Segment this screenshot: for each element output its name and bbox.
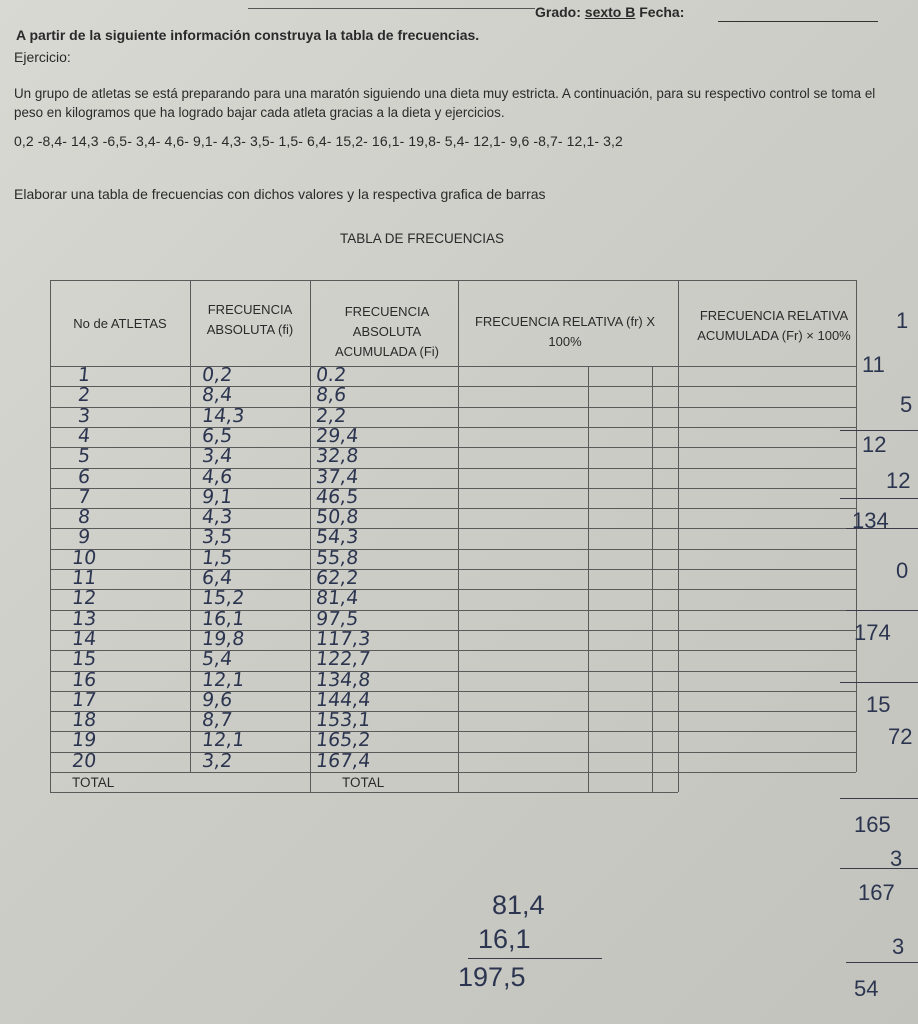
margin-note: 12 — [862, 432, 887, 457]
margin-note: 72 — [888, 724, 913, 749]
row-divider — [50, 711, 856, 712]
header-relative-cumulative: FRECUENCIA RELATIVA ACUMULADA (Fr) × 100% — [697, 308, 851, 343]
cumulative-frequency: 46,5 — [314, 485, 360, 508]
sum-addend-2: 16,1 — [478, 924, 531, 954]
absolute-frequency: 8,4 — [200, 384, 234, 407]
margin-note: 12 — [886, 468, 911, 493]
table-title: TABLA DE FRECUENCIAS — [340, 231, 505, 246]
margin-rule — [846, 610, 918, 611]
col-divider — [678, 280, 679, 792]
row-divider — [50, 508, 856, 509]
cumulative-frequency: 122,7 — [314, 648, 372, 671]
grade-field — [535, 4, 684, 20]
header-cumulative: FRECUENCIA ABSOLUTA ACUMULADA (Fi) — [334, 304, 439, 359]
cumulative-frequency: 2,2 — [314, 404, 348, 427]
worksheet-title: A partir de la siguiente información construya la tabla de frecuencias. — [16, 27, 480, 43]
absolute-frequency: 4,6 — [200, 465, 234, 488]
margin-note: 165 — [854, 812, 891, 837]
athlete-number: 18 — [70, 709, 98, 732]
row-divider — [50, 731, 856, 732]
margin-note: 5 — [900, 392, 913, 417]
instruction: Elaborar una tabla de frecuencias con dichos valores y la respectiva grafica de barras — [14, 186, 546, 202]
cumulative-frequency: 29,4 — [314, 424, 360, 447]
absolute-frequency: 8,7 — [200, 709, 234, 732]
col-divider — [652, 366, 653, 792]
row-divider — [50, 772, 856, 773]
col-divider — [458, 280, 459, 792]
row-divider — [50, 589, 856, 590]
row-divider — [50, 407, 856, 408]
margin-rule — [840, 498, 918, 499]
grade-value: sexto B — [584, 4, 636, 20]
athlete-number: 13 — [70, 607, 98, 630]
cumulative-frequency: 55,8 — [314, 546, 360, 569]
cumulative-frequency: 144,4 — [314, 688, 372, 711]
absolute-frequency: 19,8 — [200, 627, 246, 650]
margin-note: 0 — [896, 558, 909, 583]
header-relative: FRECUENCIA RELATIVA (fr) X 100% — [474, 314, 656, 349]
athlete-number: 4 — [76, 424, 92, 447]
header-athletes: No de ATLETAS — [73, 316, 167, 331]
absolute-frequency: 16,1 — [200, 607, 246, 630]
athlete-number: 15 — [70, 648, 98, 671]
col-divider — [588, 366, 589, 792]
table-bottom-border — [50, 792, 678, 793]
athlete-number: 2 — [76, 384, 92, 407]
athlete-number: 14 — [70, 627, 98, 650]
margin-note: 167 — [858, 880, 895, 905]
margin-note: 11 — [862, 352, 885, 377]
athlete-number: 19 — [70, 729, 98, 752]
row-divider — [50, 447, 856, 448]
cumulative-frequency: 153,1 — [314, 709, 372, 732]
table-header-border — [50, 366, 856, 367]
row-divider — [50, 528, 856, 529]
row-divider — [50, 650, 856, 651]
header-absolute: FRECUENCIA ABSOLUTA (fi) — [206, 302, 294, 337]
table-top-border — [50, 280, 856, 281]
absolute-frequency: 6,5 — [200, 424, 234, 447]
row-divider — [50, 691, 856, 692]
row-divider — [50, 549, 856, 550]
margin-note: 134 — [852, 508, 889, 533]
absolute-frequency: 14,3 — [200, 404, 246, 427]
athlete-number: 17 — [70, 688, 98, 711]
margin-rule — [846, 962, 918, 963]
athlete-number: 16 — [70, 668, 98, 691]
sum-result: 197,5 — [458, 962, 526, 992]
row-divider — [50, 630, 856, 631]
row-divider — [50, 468, 856, 469]
margin-note: 3 — [890, 846, 903, 871]
athlete-number: 7 — [76, 485, 92, 508]
date-label: Fecha: — [639, 4, 685, 20]
row-divider — [50, 488, 856, 489]
col-divider — [190, 280, 191, 772]
margin-rule — [840, 868, 918, 869]
athlete-number: 3 — [76, 404, 92, 427]
absolute-frequency: 3,5 — [200, 526, 234, 549]
margin-note: 54 — [854, 976, 879, 1001]
absolute-frequency: 0,2 — [200, 364, 234, 386]
margin-rule — [840, 430, 918, 431]
cumulative-frequency: 37,4 — [314, 465, 360, 488]
cumulative-frequency: 8,6 — [314, 384, 348, 407]
row-divider — [50, 569, 856, 570]
total-label: TOTAL — [342, 775, 385, 790]
margin-note: 3 — [892, 934, 905, 959]
absolute-frequency: 5,4 — [200, 648, 234, 671]
row-divider — [50, 610, 856, 611]
exercise-label: Ejercicio: — [14, 49, 71, 65]
athlete-number: 1 — [76, 364, 92, 386]
row-divider — [50, 671, 856, 672]
absolute-frequency: 6,4 — [200, 567, 234, 589]
row-divider — [50, 752, 856, 753]
absolute-frequency: 15,2 — [200, 587, 246, 610]
cumulative-frequency: 62,2 — [314, 567, 360, 589]
cumulative-frequency: 54,3 — [314, 526, 360, 549]
absolute-frequency: 9,6 — [200, 688, 234, 711]
cumulative-frequency: 117,3 — [314, 627, 372, 650]
athlete-number: 6 — [76, 465, 92, 488]
data-values: 0,2 -8,4- 14,3 -6,5- 3,4- 4,6- 9,1- 4,3- 3,5- 1,5- 6,4- 15,2- 16,1- 19,8- 5,4- 12,1- 9,6 -8,7- 12,1- 3,2 — [14, 133, 623, 149]
cumulative-frequency: 0.2 — [314, 364, 348, 386]
athlete-number: 12 — [70, 587, 98, 610]
grade-label: Grado: — [535, 4, 581, 20]
margin-note: 15 — [866, 692, 891, 717]
header-rule — [248, 8, 535, 9]
athlete-number: 10 — [70, 546, 98, 569]
sum-addend-1: 81,4 — [492, 890, 545, 920]
absolute-frequency: 4,3 — [200, 506, 234, 529]
margin-note: 174 — [854, 620, 891, 645]
athlete-number: 5 — [76, 445, 92, 468]
cumulative-frequency: 50,8 — [314, 506, 360, 529]
margin-rule — [840, 682, 918, 683]
absolute-frequency: 3,2 — [200, 749, 234, 772]
cumulative-frequency: 167,4 — [314, 749, 372, 772]
date-blank — [718, 21, 878, 22]
total-label: TOTAL — [72, 775, 115, 790]
cumulative-frequency: 134,8 — [314, 668, 372, 691]
athlete-number: 11 — [70, 567, 98, 589]
absolute-frequency: 9,1 — [200, 485, 234, 508]
absolute-frequency: 3,4 — [200, 445, 234, 468]
athlete-number: 20 — [70, 749, 98, 772]
cumulative-frequency: 32,8 — [314, 445, 360, 468]
table-left-border — [50, 280, 51, 792]
margin-rule — [840, 798, 918, 799]
row-divider — [50, 427, 856, 428]
margin-note: 1 — [896, 308, 909, 333]
problem-statement: Un grupo de atletas se está preparando para una maratón siguiendo una dieta muy estricta. A continuación, para su respectivo control se toma el peso en kilogramos que ha logrado bajar cada atleta gracias a la dieta y ejercicios. — [14, 86, 876, 120]
absolute-frequency: 1,5 — [200, 546, 234, 569]
row-divider — [50, 386, 856, 387]
athlete-number: 9 — [76, 526, 92, 549]
cumulative-frequency: 165,2 — [314, 729, 372, 752]
cumulative-frequency: 81,4 — [314, 587, 360, 610]
col-divider — [310, 280, 311, 792]
absolute-frequency: 12,1 — [200, 729, 246, 752]
athlete-number: 8 — [76, 506, 92, 529]
sum-rule — [468, 958, 602, 959]
absolute-frequency: 12,1 — [200, 668, 246, 691]
cumulative-frequency: 97,5 — [314, 607, 360, 630]
